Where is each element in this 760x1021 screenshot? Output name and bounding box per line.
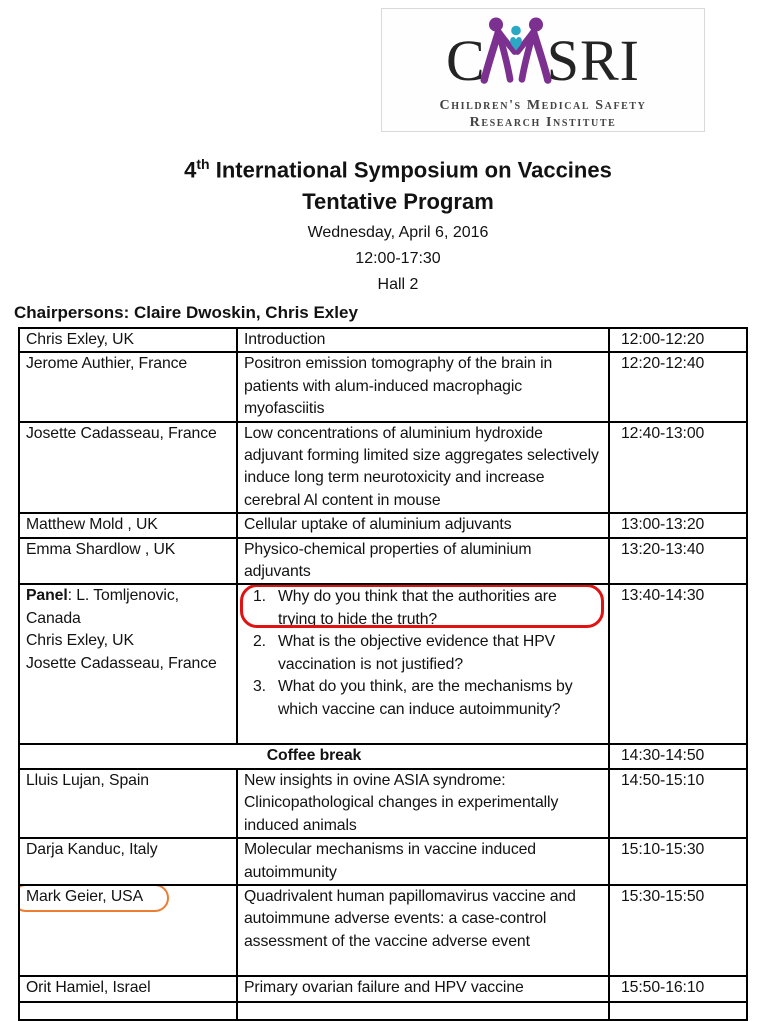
title-block xyxy=(36,150,760,295)
logo-subtitle-line1: Children's Medical Safety xyxy=(439,97,647,113)
speaker-cell: Lluis Lujan, Spain xyxy=(19,769,237,838)
time-cell: 14:30-14:50 xyxy=(609,744,747,768)
panel-label: Panel xyxy=(26,587,68,605)
logo-letters-sri: SRI xyxy=(546,27,640,93)
title-ordinal-suffix: th xyxy=(196,156,210,172)
question-text: What is the objective evidence that HPV vaccination is not justified? xyxy=(278,633,556,673)
event-time-range: 12:00-17:30 xyxy=(355,250,441,268)
speaker-cell: Josette Cadasseau, France xyxy=(19,422,237,514)
speaker-name: Mark Geier, USA xyxy=(26,887,144,905)
logo-subtitle xyxy=(439,97,646,131)
logo-family-figures-icon xyxy=(479,10,553,88)
table-row xyxy=(19,838,747,885)
program-table xyxy=(18,327,748,1021)
speaker-cell xyxy=(19,885,237,976)
time-cell: 15:50-16:10 xyxy=(609,976,747,1002)
panel-question-1 xyxy=(244,586,602,631)
topic-cell: Physico-chemical properties of aluminium adjuvants xyxy=(237,538,609,585)
partial-table-row xyxy=(19,1002,747,1020)
table-row xyxy=(19,976,747,1002)
panel-speakers-cell xyxy=(19,584,237,744)
time-cell: 13:40-14:30 xyxy=(609,584,747,744)
panel-speaker-line1: : L. Tomljenovic, xyxy=(67,587,179,605)
logo-letter-c: C xyxy=(446,27,485,93)
topic-cell: Molecular mechanisms in vaccine induced autoimmunity xyxy=(237,838,609,885)
topic-cell: New insights in ovine ASIA syndrome: Clinicopathological changes in experimentally induced animals xyxy=(237,769,609,838)
table-row xyxy=(19,538,747,585)
topic-cell: Quadrivalent human papillomavirus vaccine and autoimmune adverse events: a case-control assessment of the vaccine adverse event xyxy=(237,885,609,976)
time-cell: 12:40-13:00 xyxy=(609,422,747,514)
table-row xyxy=(19,352,747,421)
event-date: Wednesday, April 6, 2016 xyxy=(307,224,489,242)
time-cell: 15:10-15:30 xyxy=(609,838,747,885)
event-hall: Hall 2 xyxy=(377,276,419,294)
panel-speaker-line4: Josette Cadasseau, France xyxy=(26,654,217,672)
question-number: 3. xyxy=(253,678,266,696)
question-text: What do you think, are the mechanisms by which vaccine can induce autoimmunity? xyxy=(278,678,573,718)
table-row xyxy=(19,769,747,838)
panel-question-3 xyxy=(244,676,602,721)
table-row xyxy=(19,328,747,352)
question-number: 1. xyxy=(253,588,266,606)
panel-questions-cell xyxy=(237,584,609,744)
topic-cell: Positron emission tomography of the brain in patients with alum-induced macrophagic myofasciitis xyxy=(237,352,609,421)
table-row xyxy=(19,513,747,537)
panel-question-list xyxy=(244,585,602,720)
time-cell: 13:20-13:40 xyxy=(609,538,747,585)
time-cell: 12:20-12:40 xyxy=(609,352,747,421)
time-cell: 12:00-12:20 xyxy=(609,328,747,352)
speaker-cell: Orit Hamiel, Israel xyxy=(19,976,237,1002)
topic-cell: Primary ovarian failure and HPV vaccine xyxy=(237,976,609,1002)
coffee-break-cell: Coffee break xyxy=(19,744,609,768)
title-text: International Symposium on Vaccines xyxy=(209,157,612,183)
speaker-cell: Emma Shardlow , UK xyxy=(19,538,237,585)
topic-cell: Introduction xyxy=(237,328,609,352)
speaker-cell: Darja Kanduc, Italy xyxy=(19,838,237,885)
speaker-cell: Matthew Mold , UK xyxy=(19,513,237,537)
cmsri-logo-letters xyxy=(446,10,640,93)
title-number: 4 xyxy=(184,157,197,183)
time-cell: 13:00-13:20 xyxy=(609,513,747,537)
panel-speaker-line3: Chris Exley, UK xyxy=(26,632,134,650)
topic-cell xyxy=(237,1002,609,1020)
panel-question-2 xyxy=(244,631,602,676)
panel-speaker-line2: Canada xyxy=(26,609,81,627)
time-cell: 15:30-15:50 xyxy=(609,885,747,976)
logo-subtitle-line2: Research Institute xyxy=(469,114,617,130)
time-cell: 14:50-15:10 xyxy=(609,769,747,838)
geier-annotated-name xyxy=(26,886,230,908)
page-subtitle: Tentative Program xyxy=(302,189,494,215)
speaker-cell: Chris Exley, UK xyxy=(19,328,237,352)
speaker-cell xyxy=(19,1002,237,1020)
page-title xyxy=(36,150,760,184)
panel-row xyxy=(19,584,747,744)
mark-geier-row xyxy=(19,885,747,976)
speaker-cell: Jerome Authier, France xyxy=(19,352,237,421)
chairpersons-line: Chairpersons: Claire Dwoskin, Chris Exley xyxy=(14,303,358,322)
table-row xyxy=(19,422,747,514)
question-text: Why do you think that the authorities are trying to hide the truth? xyxy=(278,588,557,628)
topic-cell: Cellular uptake of aluminium adjuvants xyxy=(237,513,609,537)
time-cell xyxy=(609,1002,747,1020)
question-number: 2. xyxy=(253,633,266,651)
cmsri-logo xyxy=(381,8,705,132)
topic-cell: Low concentrations of aluminium hydroxide adjuvant forming limited size aggregates selectively induce long term neurotoxicity and increase cerebral Al content in mouse xyxy=(237,422,609,514)
coffee-break-row xyxy=(19,744,747,768)
